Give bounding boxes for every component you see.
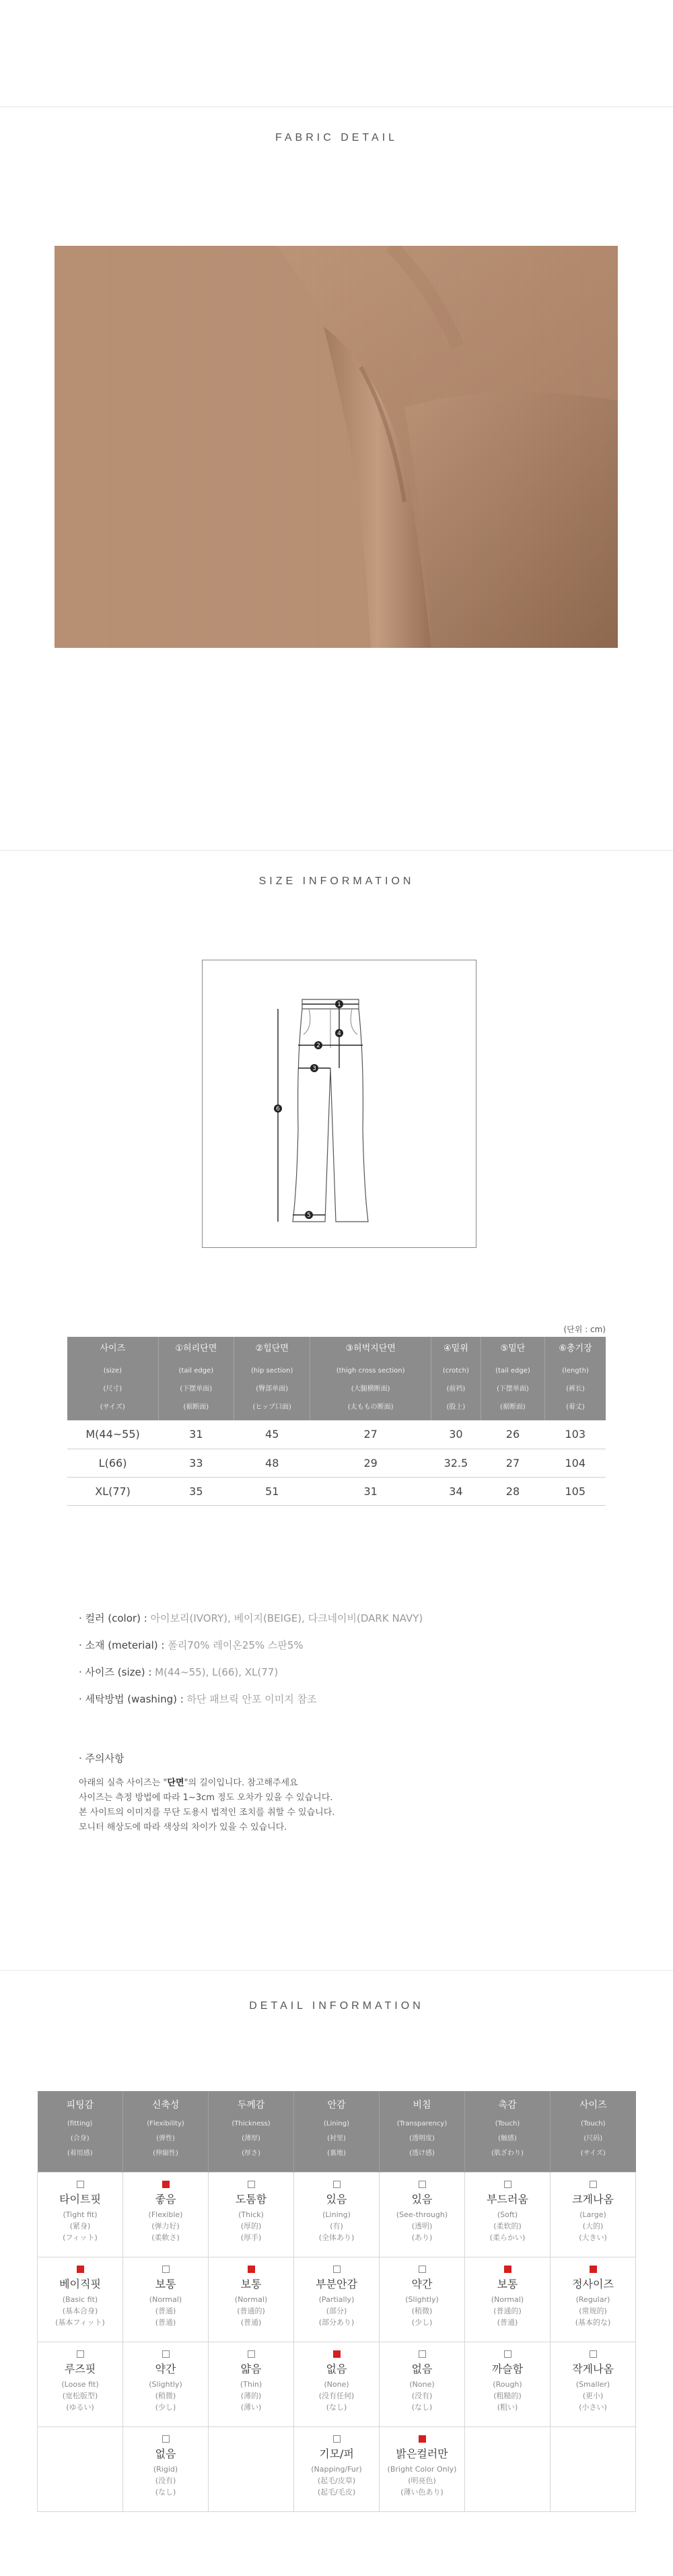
- table-cell: [551, 2426, 636, 2511]
- option-sublabel: (なし): [326, 2402, 347, 2412]
- marker-2-label: 2: [316, 1043, 320, 1049]
- notice-body: 아래의 실측 사이즈는 "단면"의 길이입니다. 참고해주세요 사이즈는 측정 방법에 따라 1~3cm 정도 오차가 있을 수 있습니다. 본 사이트의 이미지를 무단 도용시 법적인 조치를 취할 수 있습니다. 모니터 해상도에 따라 색상의 차이가 있을 수 있습니다.: [79, 1778, 335, 1832]
- option-label: 밝은컬러만: [396, 2447, 448, 2460]
- checkbox-icon: [504, 2181, 511, 2188]
- option-sublabel: (没有任何): [318, 2391, 355, 2400]
- table-cell: 103: [544, 1420, 606, 1449]
- table-cell: [123, 2426, 209, 2511]
- option-sublabel: (稍微): [155, 2391, 176, 2400]
- header-cell: ⑤밑단 (tail edge) (下摆单面) (裾断面): [481, 1337, 544, 1420]
- option-sublabel: (普通): [497, 2317, 518, 2327]
- option-label: 없음: [411, 2362, 433, 2375]
- option-sublabel: (部分): [326, 2306, 347, 2315]
- table-cell: [465, 2342, 551, 2426]
- table-cell: [294, 2342, 380, 2426]
- table-cell: 35: [158, 1477, 234, 1505]
- table-cell: 33: [158, 1449, 234, 1477]
- option-sublabel: (Partially): [318, 2294, 355, 2304]
- option-sublabel: (None): [409, 2379, 435, 2389]
- option-sublabel: (少し): [155, 2402, 176, 2412]
- option-sublabel: (Flexible): [148, 2210, 183, 2219]
- checked-box-icon: [162, 2181, 170, 2188]
- header-cell: ①허리단면 (tail edge) (下摆单面) (裾断面): [158, 1337, 234, 1420]
- option-sublabel: (基本合身): [62, 2306, 98, 2315]
- table-cell: [294, 2426, 380, 2511]
- checked-box-icon: [590, 2266, 597, 2273]
- table-row: [38, 2426, 636, 2511]
- option-sublabel: (有): [330, 2221, 343, 2231]
- option-sublabel: (Slightly): [149, 2379, 182, 2389]
- table-cell: [123, 2257, 209, 2342]
- checkbox-icon: [248, 2350, 255, 2358]
- table-cell: [294, 2172, 380, 2257]
- checkbox-icon: [162, 2266, 170, 2273]
- detail-information-title: DETAIL INFORMATION: [249, 2000, 424, 2012]
- option-sublabel: (柔軟さ): [151, 2233, 180, 2242]
- table-cell: [465, 2172, 551, 2257]
- detail-table-header: [38, 2091, 636, 2172]
- table-row: [67, 1477, 606, 1505]
- option-label: 약간: [155, 2362, 176, 2375]
- checked-box-icon: [77, 2266, 84, 2273]
- option-sublabel: (起毛/皮草): [317, 2476, 356, 2485]
- option-sublabel: (Slightly): [405, 2294, 439, 2304]
- table-cell: 31: [158, 1420, 234, 1449]
- option-sublabel: (Lining): [322, 2210, 351, 2219]
- option-sublabel: (厚的): [240, 2221, 262, 2231]
- option-sublabel: (Tight fit): [63, 2210, 98, 2219]
- marker-1-label: 1: [337, 1001, 341, 1008]
- header-cell: 사이즈 (size) (尺寸) (サイズ): [67, 1337, 158, 1420]
- option-sublabel: (フィット): [63, 2233, 98, 2242]
- table-cell: [209, 2257, 294, 2342]
- notice-title: · 주의사항: [79, 1752, 125, 1764]
- info-size: · 사이즈 (size) : M(44~55), L(66), XL(77): [79, 1666, 279, 1678]
- option-sublabel: (柔らかい): [489, 2233, 526, 2242]
- option-sublabel: (粗い): [497, 2402, 518, 2412]
- table-cell: 27: [481, 1449, 544, 1477]
- table-cell: [123, 2172, 209, 2257]
- option-sublabel: (Large): [579, 2210, 606, 2219]
- fabric-photo: [55, 246, 618, 648]
- option-sublabel: (Bright Color Only): [387, 2464, 457, 2474]
- header-cell: ③허벅지단면 (thigh cross section) (大腿横断面) (太ももの断面): [310, 1337, 431, 1420]
- option-sublabel: (Basic fit): [62, 2294, 98, 2304]
- option-label: 정사이즈: [572, 2277, 614, 2290]
- table-cell: 28: [481, 1477, 544, 1505]
- table-cell: 104: [544, 1449, 606, 1477]
- option-label: 보통: [497, 2277, 518, 2290]
- checkbox-icon: [162, 2350, 170, 2358]
- checkbox-icon: [248, 2181, 255, 2188]
- checkbox-icon: [590, 2350, 597, 2358]
- option-label: 부드러움: [487, 2192, 528, 2206]
- header-cell: ⑥총기장 (length) (裤长) (着丈): [544, 1337, 606, 1420]
- table-cell: [38, 2342, 123, 2426]
- option-sublabel: (薄的): [240, 2391, 262, 2400]
- option-sublabel: (Rigid): [153, 2464, 178, 2474]
- table-cell: 30: [431, 1420, 481, 1449]
- option-sublabel: (透明): [411, 2221, 433, 2231]
- option-sublabel: (Regular): [575, 2294, 610, 2304]
- option-sublabel: (基本的な): [575, 2317, 611, 2327]
- size-table: [67, 1337, 606, 1506]
- marker-6-label: 6: [276, 1106, 280, 1113]
- table-cell: [551, 2172, 636, 2257]
- option-label: 없음: [155, 2447, 176, 2460]
- option-sublabel: (常规的): [579, 2306, 607, 2315]
- table-cell: 27: [310, 1420, 431, 1449]
- header-cell: 촉감 (Touch) (触感) (肌ざわり): [465, 2091, 551, 2172]
- table-cell: 105: [544, 1477, 606, 1505]
- checkbox-icon: [333, 2435, 341, 2443]
- table-cell: [209, 2172, 294, 2257]
- option-sublabel: (大きい): [579, 2233, 607, 2242]
- info-washing: · 세탁방법 (washing) : 하단 패브릭 안포 이미지 참조: [79, 1693, 317, 1705]
- table-cell: [380, 2342, 465, 2426]
- checked-box-icon: [504, 2266, 511, 2273]
- checkbox-icon: [419, 2350, 426, 2358]
- option-label: 기모/퍼: [319, 2447, 354, 2460]
- option-sublabel: (大的): [582, 2221, 604, 2231]
- checkbox-icon: [504, 2350, 511, 2358]
- option-sublabel: (小さい): [579, 2402, 607, 2412]
- checked-box-icon: [333, 2350, 341, 2358]
- checkbox-icon: [419, 2266, 426, 2273]
- table-row: [38, 2342, 636, 2426]
- checked-box-icon: [248, 2266, 255, 2273]
- table-row: [38, 2257, 636, 2342]
- table-cell: M(44~55): [67, 1420, 158, 1449]
- option-label: 부분안감: [316, 2277, 357, 2290]
- option-sublabel: (粗糙的): [493, 2391, 522, 2400]
- option-label: 있음: [326, 2192, 347, 2206]
- checkbox-icon: [77, 2181, 84, 2188]
- marker-3-label: 3: [312, 1065, 316, 1072]
- header-cell: ④밑위 (crotch) (前裆) (股上): [431, 1337, 481, 1420]
- divider: [0, 1970, 673, 1971]
- table-row: [67, 1420, 606, 1449]
- option-sublabel: (更小): [582, 2391, 604, 2400]
- option-label: 있음: [411, 2192, 433, 2206]
- pants-size-diagram: [202, 960, 476, 1248]
- option-sublabel: (普通): [155, 2317, 176, 2327]
- table-cell: 51: [234, 1477, 310, 1505]
- option-label: 베이직핏: [59, 2277, 101, 2290]
- header-cell: 안감 (Lining) (衬里) (裏地): [294, 2091, 380, 2172]
- table-row: [38, 2172, 636, 2257]
- option-sublabel: (なし): [155, 2487, 176, 2497]
- option-sublabel: (宽松版型): [62, 2391, 98, 2400]
- checkbox-icon: [333, 2181, 341, 2188]
- checkbox-icon: [590, 2181, 597, 2188]
- table-cell: [209, 2426, 294, 2511]
- checkbox-icon: [333, 2266, 341, 2273]
- table-cell: 31: [310, 1477, 431, 1505]
- checkbox-icon: [419, 2181, 426, 2188]
- fabric-detail-title: FABRIC DETAIL: [275, 132, 398, 143]
- table-cell: [123, 2342, 209, 2426]
- option-sublabel: (基本フィット): [55, 2317, 105, 2327]
- table-cell: XL(77): [67, 1477, 158, 1505]
- option-sublabel: (Thick): [238, 2210, 264, 2219]
- option-sublabel: (See-through): [396, 2210, 448, 2219]
- size-table-header: [67, 1337, 606, 1420]
- option-sublabel: (なし): [411, 2402, 433, 2412]
- header-cell: 사이즈 (Touch) (尺码) (サイズ): [551, 2091, 636, 2172]
- table-cell: [465, 2426, 551, 2511]
- option-sublabel: (没有): [155, 2476, 176, 2485]
- table-cell: [380, 2257, 465, 2342]
- option-sublabel: (Rough): [493, 2379, 522, 2389]
- option-sublabel: (Normal): [491, 2294, 524, 2304]
- info-color: · 컬러 (color) : 아이보리(IVORY), 베이지(BEIGE), 다크네이비(DARK NAVY): [79, 1612, 423, 1624]
- option-sublabel: (ゆるい): [66, 2402, 94, 2412]
- option-sublabel: (Normal): [149, 2294, 182, 2304]
- option-label: 없음: [326, 2362, 347, 2375]
- header-cell: 피팅감 (fitting) (合身) (着用感): [38, 2091, 123, 2172]
- table-cell: [38, 2257, 123, 2342]
- option-sublabel: (全体あり): [318, 2233, 355, 2242]
- option-sublabel: (厚手): [240, 2233, 262, 2242]
- info-material: · 소재 (meterial) : 폴리70% 레이온25% 스판5%: [79, 1639, 304, 1651]
- table-cell: [551, 2257, 636, 2342]
- header-cell: 비침 (Transparency) (透明度) (透け感): [380, 2091, 465, 2172]
- unit-label: (단위 : cm): [563, 1325, 606, 1334]
- table-cell: L(66): [67, 1449, 158, 1477]
- option-sublabel: (稍微): [411, 2306, 433, 2315]
- option-label: 작게나옴: [572, 2362, 614, 2375]
- detail-table: [37, 2091, 636, 2512]
- option-sublabel: (弹力好): [151, 2221, 180, 2231]
- option-sublabel: (普通的): [237, 2306, 265, 2315]
- option-sublabel: (普通): [240, 2317, 262, 2327]
- option-label: 크게나옴: [572, 2192, 614, 2206]
- option-sublabel: (紧身): [69, 2221, 91, 2231]
- option-sublabel: (部分あり): [318, 2317, 355, 2327]
- table-cell: [380, 2426, 465, 2511]
- table-cell: [38, 2172, 123, 2257]
- table-cell: [465, 2257, 551, 2342]
- option-sublabel: (Napping/Fur): [311, 2464, 362, 2474]
- marker-4-label: 4: [337, 1030, 341, 1037]
- option-sublabel: (没有): [411, 2391, 433, 2400]
- divider: [0, 850, 673, 851]
- option-sublabel: (あり): [411, 2233, 433, 2242]
- table-cell: 26: [481, 1420, 544, 1449]
- checked-box-icon: [419, 2435, 426, 2443]
- header-cell: 두께감 (Thickness) (薄厚) (厚さ): [209, 2091, 294, 2172]
- table-cell: 29: [310, 1449, 431, 1477]
- table-cell: [209, 2342, 294, 2426]
- marker-5-label: 5: [307, 1212, 311, 1219]
- table-cell: [38, 2426, 123, 2511]
- option-sublabel: (起毛/毛皮): [317, 2487, 356, 2497]
- table-row: [67, 1449, 606, 1477]
- checkbox-icon: [162, 2435, 170, 2443]
- header-cell: ②힙단면 (hip section) (臀部单面) (ヒップ口面): [234, 1337, 310, 1420]
- table-cell: [551, 2342, 636, 2426]
- option-label: 까슬함: [491, 2362, 524, 2375]
- option-label: 도톰함: [235, 2192, 267, 2206]
- option-sublabel: (Thin): [240, 2379, 262, 2389]
- option-sublabel: (Loose fit): [61, 2379, 99, 2389]
- option-sublabel: (柔软的): [493, 2221, 522, 2231]
- option-label: 좋음: [155, 2192, 176, 2206]
- option-label: 루즈핏: [64, 2362, 96, 2375]
- option-sublabel: (None): [324, 2379, 349, 2389]
- table-cell: [380, 2172, 465, 2257]
- option-label: 타이트핏: [59, 2192, 101, 2206]
- table-cell: 34: [431, 1477, 481, 1505]
- option-sublabel: (明亮色): [408, 2476, 436, 2485]
- table-cell: 45: [234, 1420, 310, 1449]
- option-sublabel: (普通): [155, 2306, 176, 2315]
- option-sublabel: (普通的): [493, 2306, 522, 2315]
- option-label: 약간: [411, 2277, 433, 2290]
- option-sublabel: (薄い色あり): [400, 2487, 444, 2497]
- option-sublabel: (薄い): [240, 2402, 262, 2412]
- option-label: 보통: [240, 2277, 262, 2290]
- size-information-title: SIZE INFORMATION: [258, 876, 415, 887]
- table-cell: [294, 2257, 380, 2342]
- option-sublabel: (Soft): [497, 2210, 518, 2219]
- header-cell: 신축성 (Flexibility) (弹性) (伸縮性): [123, 2091, 209, 2172]
- table-cell: 48: [234, 1449, 310, 1477]
- pants-outline-icon: [293, 999, 368, 1222]
- option-sublabel: (Smaller): [575, 2379, 610, 2389]
- option-label: 얇음: [240, 2362, 262, 2375]
- option-sublabel: (Normal): [234, 2294, 268, 2304]
- option-sublabel: (少し): [411, 2317, 433, 2327]
- checkbox-icon: [77, 2350, 84, 2358]
- option-label: 보통: [155, 2277, 176, 2290]
- divider: [0, 106, 673, 107]
- table-cell: 32.5: [431, 1449, 481, 1477]
